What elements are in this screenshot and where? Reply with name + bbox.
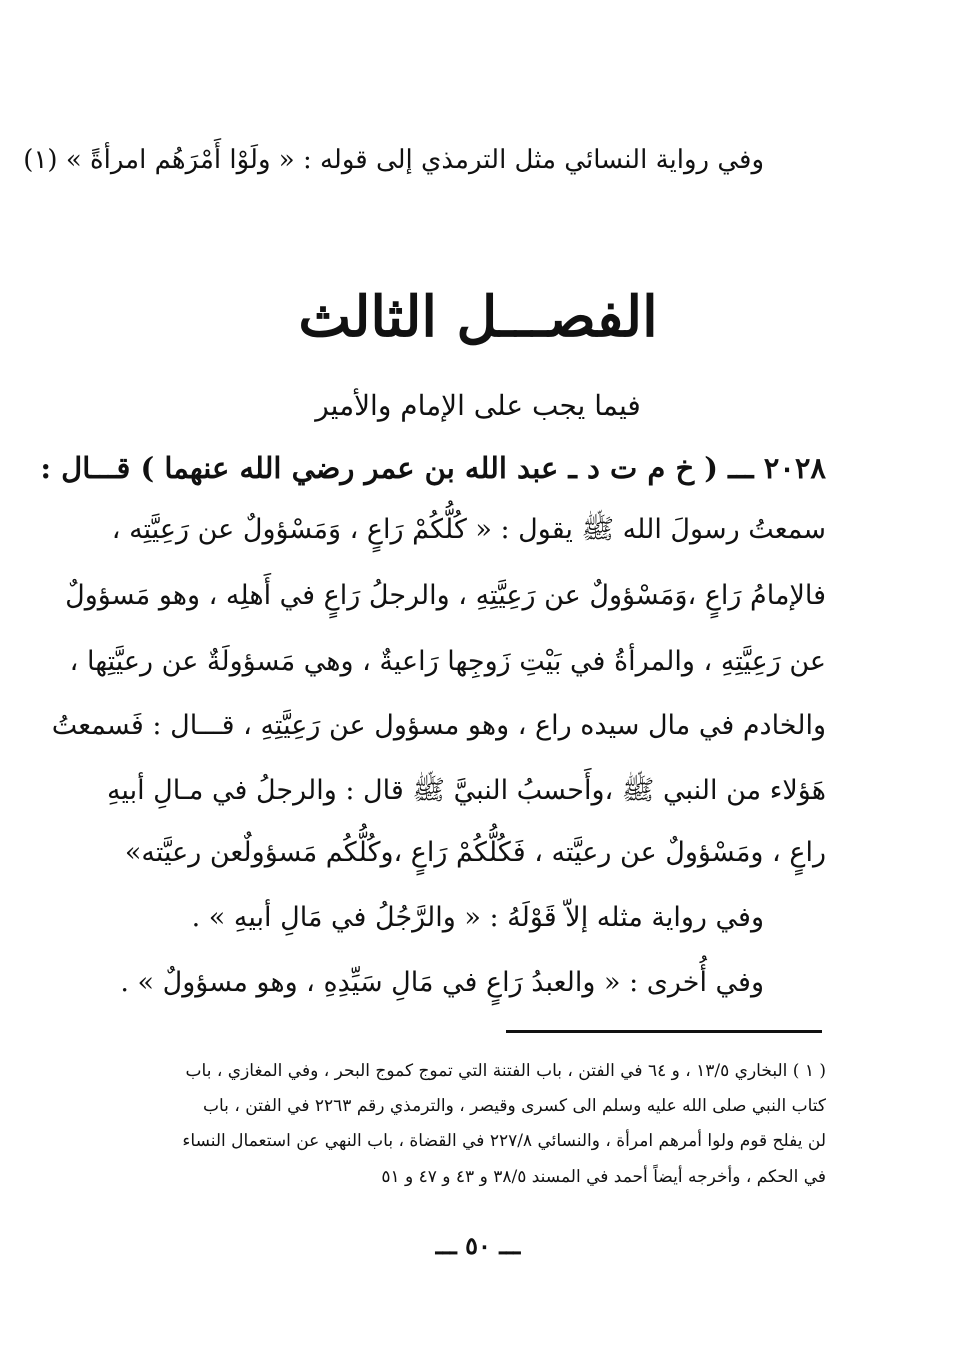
footnote-line: كتاب النبي صلى الله عليه وسلم الى كسرى وقيصر ، والترمذي رقم ٢٢٦٣ في الفتن ، باب	[203, 1096, 826, 1116]
hadith-line: فالإمامُ رَاعٍ ،وَمَسْؤولٌ عن رَعِيَّتِهِ ، والرجلُ رَاعٍ في أَهلِه ، وهو مَسؤولٌ	[65, 580, 826, 611]
hadith-line: هَؤلاء من النبي ﷺ ،وأَحسبُ النبيَّ ﷺ قال : والرجلُ في مـالِ أبيهِ	[106, 775, 826, 806]
hadith-line: راعٍ ، ومَسْؤولٌ عن رعيَّته ، فَكُلُّكُمْ رَاعٍ ،وكُلُّكُم مَسؤولٌعن رعيَّته»	[124, 837, 826, 868]
hadith-line: سمعتُ رسولَ الله ﷺ يقول : « كُلُّكُمْ رَاعٍ ، وَمَسْؤولٌ عن رَعِيَّتِه ،	[111, 514, 826, 545]
hadith-line: عن رَعِيَّتِهِ ، والمرأةُ في بَيْتِ زَوجِها رَاعيةٌ ، وهي مَسؤولَةٌ عن رعيَّتِها ،	[69, 646, 826, 677]
hadith-heading: ٢٠٢٨ ـــ ( خ م ت د ـ عبد الله بن عمر رضي الله عنهما ) قـــال :	[40, 451, 826, 485]
page-number: ـــ ٥٠ ـــ	[435, 1231, 521, 1260]
footnote-divider	[506, 1030, 822, 1033]
footnote-line: في الحكم ، وأخرجه أيضاً أحمد في المسند ٣٨/٥ و ٤٣ و ٤٧ و ٥١	[381, 1167, 826, 1187]
footnote-line: ( ١ ) البخاري ١٣/٥ ، و ٦٤ في الفتن ، باب الفتنة التي تموج كموج البحر ، وفي المغازي ، باب	[185, 1061, 826, 1081]
chapter-subtitle: فيما يجب على الإمام والأمير	[315, 389, 641, 422]
hadith-variant-line: وفي أُخرى : « والعبدُ رَاعٍ في مَالِ سَيِّدِهِ ، وهو مسؤولٌ » .	[120, 967, 764, 998]
hadith-line: والخادم في مال سيده راع ، وهو مسؤول عن رَعِيَّتِهِ ، قـــال : فَسمعتُ	[51, 710, 826, 741]
chapter-title: الفصـــل الثالث	[298, 284, 658, 350]
footnote-line: لن يفلح قوم ولوا أمرهم امرأة ، والنسائي ٢٢٧/٨ في القضاة ، باب النهي عن استعمال النساء	[182, 1131, 826, 1151]
hadith-variant-line: وفي رواية مثله إلاّ قَوْلَهُ : « والرَّجُلُ في مَالِ أبيهِ » .	[191, 902, 764, 933]
intro-line: وفي رواية النسائي مثل الترمذي إلى قوله : « ولَوْا أَمْرَهُم امرأةً » (١)	[23, 145, 764, 175]
